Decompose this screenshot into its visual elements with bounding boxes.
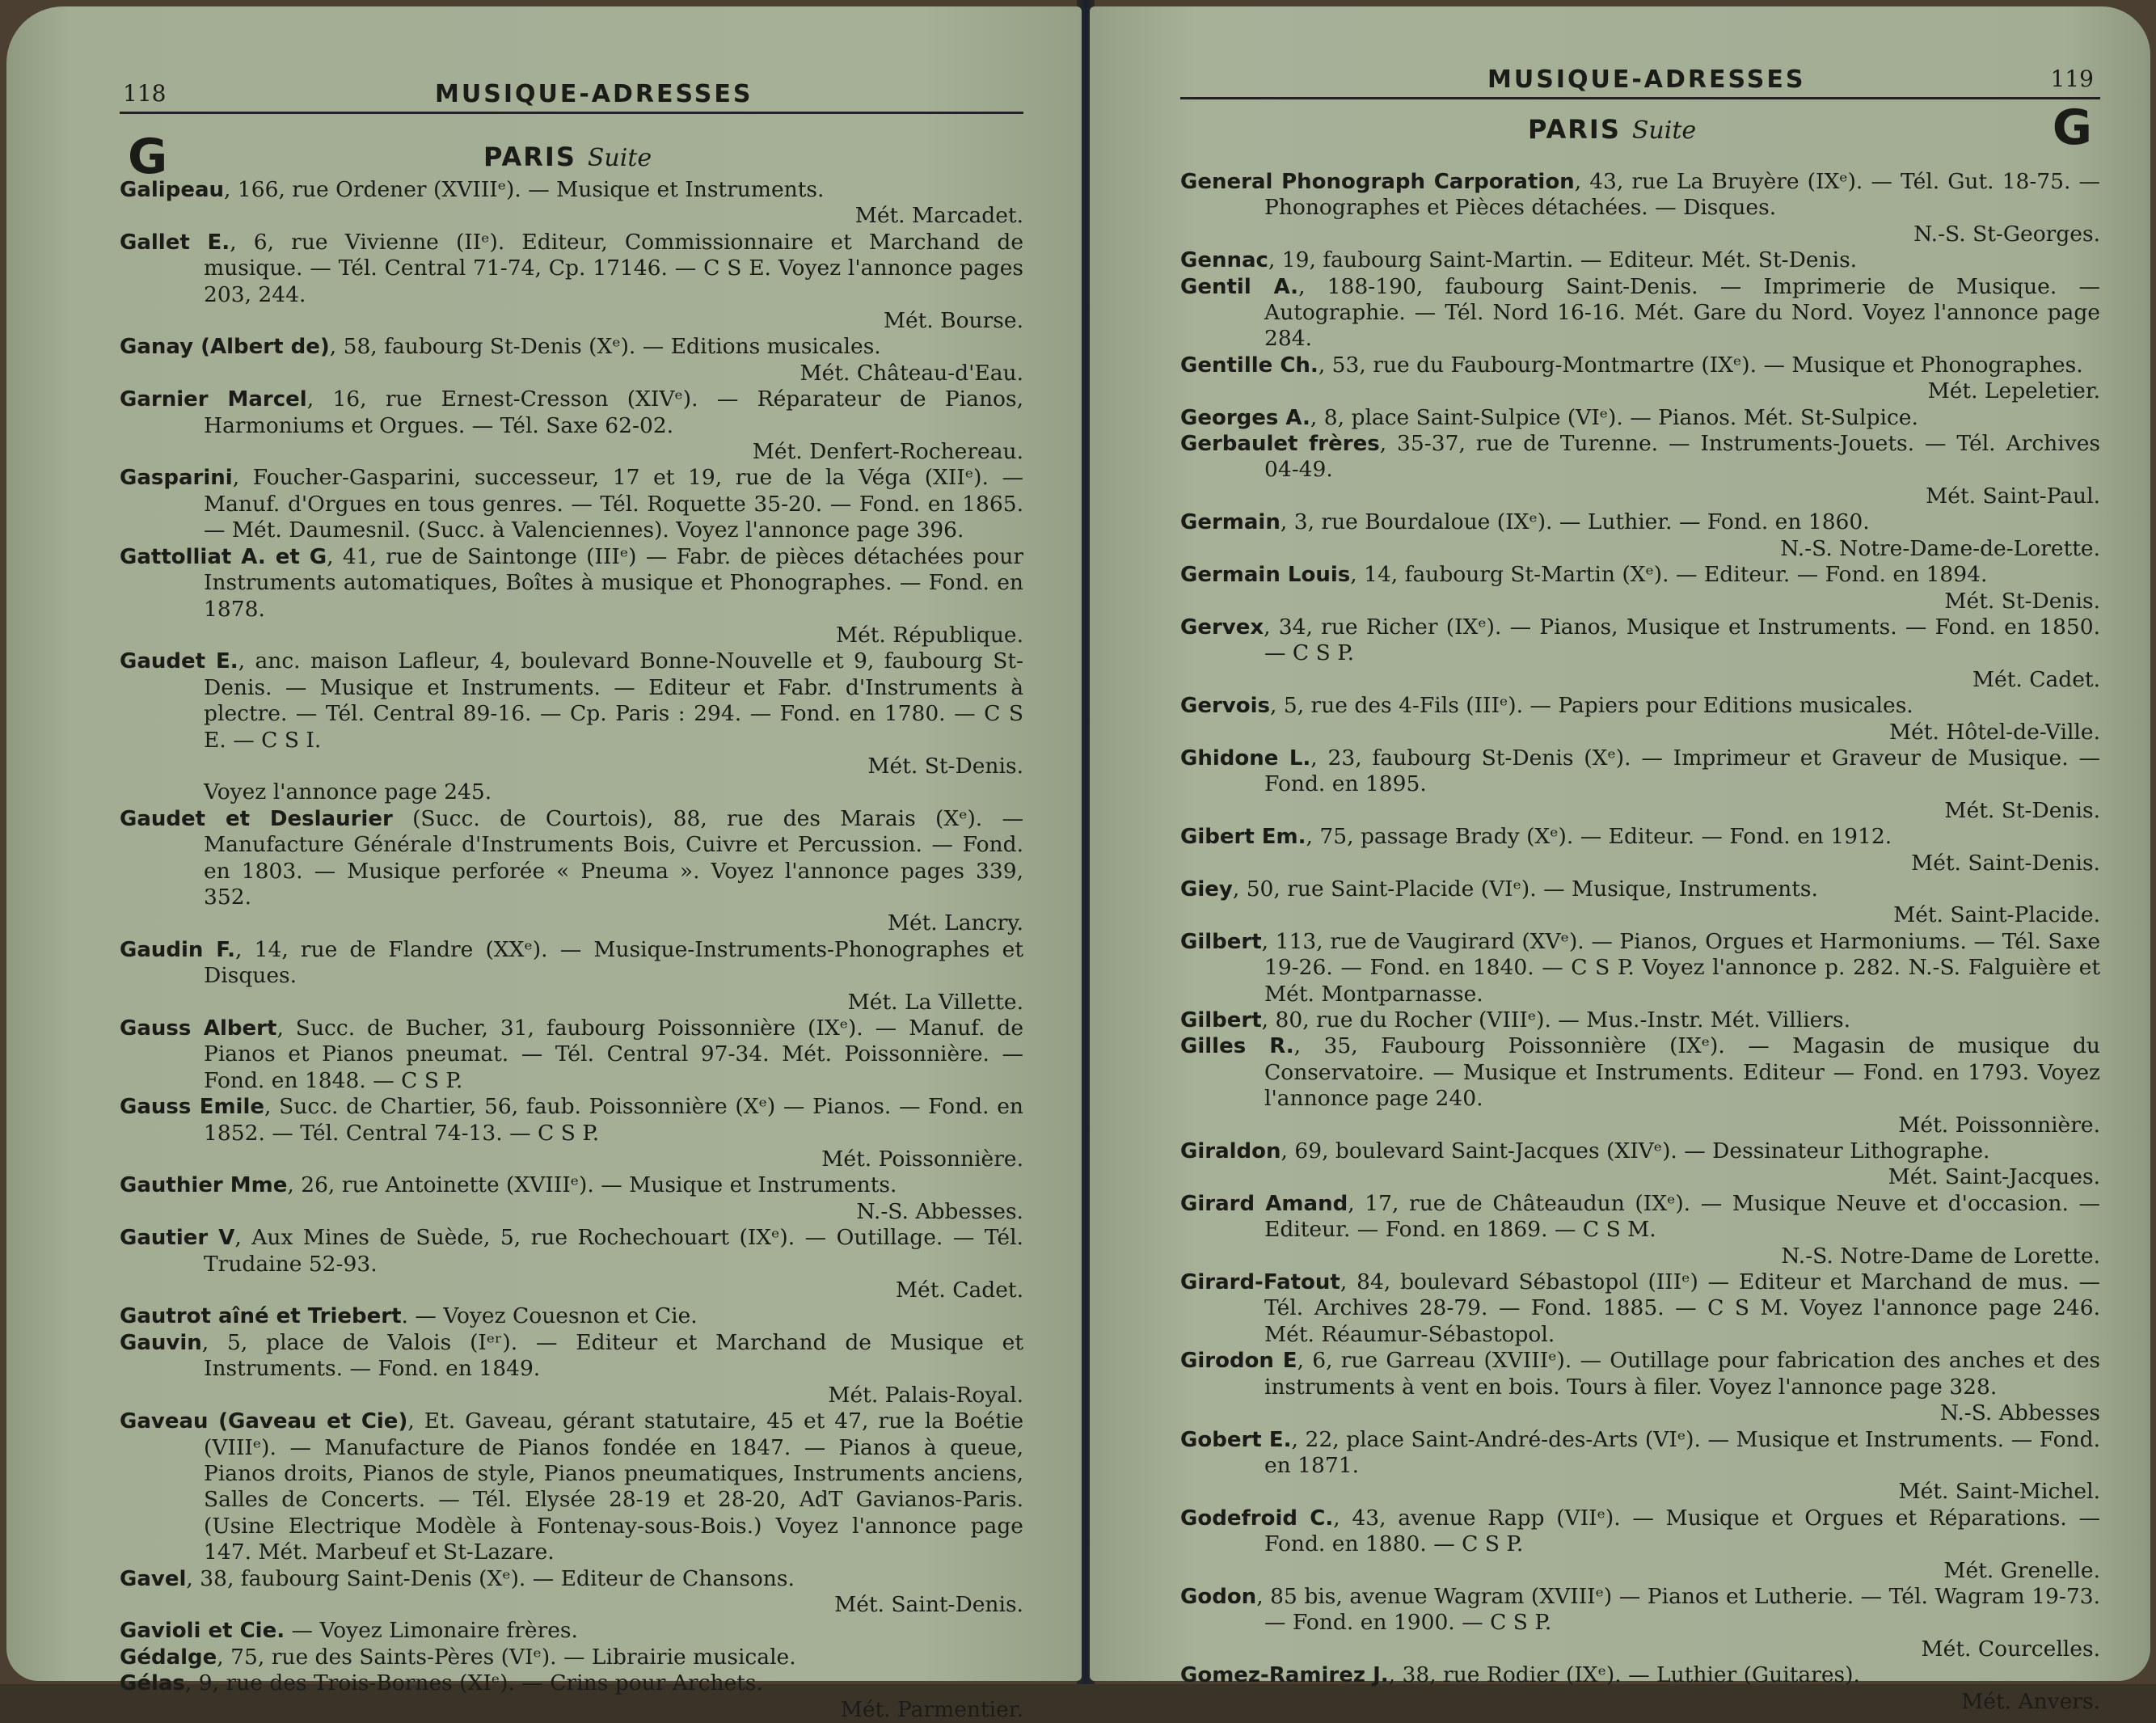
entry-metro: Mét. Cadet. [895,1277,1023,1303]
right-city-heading [1528,114,1696,145]
entry-name: Girodon E [1180,1349,1297,1374]
entry-metro: Mét. Palais-Royal. [828,1382,1023,1408]
entry-text: , 113, rue de Vaugirard (XVᵉ). — Pianos, Orgues et Harmoniums. — Tél. Saxe 19-26. — Fond. en 1840. — C S P. Voyez l'annonce p. 282. N.-S. Falguière et Mét. Montparnasse. [1261,928,2100,1007]
entry-metro: Mét. Lepeletier. [1927,378,2100,404]
directory-entry [1180,693,2100,745]
directory-entry [120,465,1023,543]
entry-name: Gauss Albert [120,1016,277,1041]
entry-text: , Aux Mines de Suède, 5, rue Rochechouart (IXᵉ). — Outillage. — Tél. Trudaine 52-93. [204,1225,1023,1277]
left-section-letter: G [128,129,168,185]
directory-entry [120,1618,1023,1644]
entry-name: Gaudet E. [120,649,238,674]
entry-metro: Mét. Denfert-Rochereau. [752,439,1023,465]
entry-text: , 26, rue Antoinette (XVIIIᵉ). — Musique et Instruments. [287,1172,897,1198]
right-page-number: 119 [2050,65,2094,92]
entry-text: , 6, rue Garreau (XVIIIᵉ). — Outillage pour fabrication des anches et des instruments à vent en bois. Tours à filer. Voyez l'annonce page 328. [1264,1348,2101,1400]
entry-metro: N.-S. Notre-Dame-de-Lorette. [1780,535,2100,561]
right-running-title: MUSIQUE-ADRESSES [1487,65,1806,94]
entry-name: Gomez-Ramirez J. [1180,1663,1389,1688]
entry-metro: Mét. Saint-Paul. [1926,483,2100,509]
directory-entry [1180,1191,2100,1269]
right-section-letter: G [2052,99,2092,156]
entry-metro: Mét. Saint-Michel. [1898,1479,2100,1505]
entry-metro: Mét. La Villette. [847,989,1023,1015]
entry-metro: Mét. Saint-Placide. [1893,902,2100,928]
directory-entry [120,1303,1023,1329]
left-page [6,6,1082,1722]
entry-text: , 41, rue de Saintonge (IIIᵉ) — Fabr. de pièces détachées pour Instruments automatiques, Boîtes à musique et Phonographes. — Fond. en 1878. [204,543,1023,622]
entry-name: Godefroid C. [1180,1506,1334,1531]
entry-name: Gentil A. [1180,274,1299,299]
directory-entry [1180,929,2100,1007]
entry-metro: N.-S. Notre-Dame de Lorette. [1781,1243,2100,1269]
entry-metro: Mét. Marcadet. [854,203,1023,229]
directory-entry [1180,1584,2100,1662]
entry-name: Gavioli et Cie. [120,1619,285,1644]
directory-entry [120,1172,1023,1225]
directory-entry [1180,562,2100,614]
left-running-title: MUSIQUE-ADRESSES [435,80,753,108]
entry-text: , 9, rue des Trois-Bornes (XIᵉ). — Crins pour Archets. [184,1670,763,1696]
entry-name: Gobert E. [1180,1427,1292,1452]
entry-text: , Succ. de Chartier, 56, faub. Poissonnière (Xᵉ) — Pianos. — Fond. en 1852. — Tél. Central 74-13. — C S P. [204,1094,1023,1146]
entry-text: , 58, faubourg St-Denis (Xᵉ). — Editions musicales. [329,334,881,360]
entry-text: , anc. maison Lafleur, 4, boulevard Bonne-Nouvelle et 9, faubourg St-Denis. — Musique et Instruments. — Editeur et Fabr. d'Instruments à plectre. — Tél. Central 89-16. — Cp. Paris : 294. — Fond. en 1780. — C S E. — C S I. [204,648,1023,753]
directory-entry [1180,1506,2100,1584]
entry-text: , 14, rue de Flandre (XXᵉ). — Musique-Instruments-Phonographes et Disques. [204,936,1023,989]
directory-entry [1180,1662,2100,1715]
entry-name: Giraldon [1180,1139,1281,1164]
directory-entry [120,648,1023,805]
directory-entry [1180,353,2100,405]
entry-name: Gallet E. [120,230,230,255]
entry-metro: Mét. Poissonnière. [821,1147,1023,1172]
entry-metro: Mét. St-Denis. [1944,588,2100,614]
directory-entry [120,806,1023,937]
directory-entry [1180,1033,2100,1138]
entry-text: — Voyez Limonaire frères. [285,1618,578,1644]
directory-entry [120,177,1023,230]
entry-name: Gibert Em. [1180,825,1306,850]
entry-text: , 85 bis, avenue Wagram (XVIIIᵉ) — Pianos et Lutherie. — Tél. Wagram 19-73. — Fond. en 1900. — C S P. [1256,1583,2100,1636]
entry-name: Gauss Emile [120,1095,264,1120]
entry-name: Gattolliat A. et G [120,544,327,569]
left-section-heading [120,114,1023,185]
entry-text: , 166, rue Ordener (XVIIIᵉ). — Musique et Instruments. [224,177,825,202]
entry-metro: Mét. Saint-Denis. [834,1591,1023,1617]
entry-name: Germain [1180,510,1281,535]
directory-entry [120,937,1023,1016]
directory-entry [1180,1427,2100,1506]
directory-entry [120,1330,1023,1408]
directory-entry [120,386,1023,465]
entry-text: , 53, rue du Faubourg-Montmartre (IXᵉ). — Musique et Phonographes. [1318,352,2083,378]
entry-metro: N.-S. Abbesses. [856,1198,1023,1224]
entry-metro: Mét. République. [835,622,1023,648]
entry-name: Girard Amand [1180,1191,1348,1216]
entry-metro: Mét. Lancry. [887,910,1023,936]
entry-metro: Mét. Grenelle. [1943,1557,2100,1583]
directory-entry [1180,247,2100,273]
entry-text: , Succ. de Bucher, 31, faubourg Poissonnière (IXᵉ). — Manuf. de Pianos et Pianos pneumat. — Tél. Central 97-34. Mét. Poissonnière. — Fond. en 1848. — C S P. [204,1016,1023,1093]
entry-name: Gervois [1180,694,1270,719]
entry-name: Gavel [120,1566,187,1591]
directory-entry [1180,169,2100,247]
entry-name: Ganay (Albert de) [120,335,330,360]
directory-entry [120,334,1023,386]
right-entries-list [1180,169,2100,1715]
left-city-suffix: Suite [587,144,652,172]
entry-text: , 43, avenue Rapp (VIIᵉ). — Musique et Orgues et Réparations. — Fond. en 1880. — C S P. [1264,1505,2100,1557]
entry-name: Gasparini [120,466,233,491]
entry-text: , Et. Gaveau, gérant statutaire, 45 et 47, rue la Boétie (VIIIᵉ). — Manufacture de Pianos fondée en 1847. — Pianos à queue, Pianos droits, Pianos de style, Pianos pneumatiques, Instruments anciens, Salles de Concerts. — Tél. Elysée 28-19 et 28-20, AdT Gavianos-Paris. (Usine Electrique Modèle à Fontenay-sous-Bois.) Voyez l'annonce page 147. Mét. Marbeuf et St-Lazare. [204,1408,1024,1565]
entry-metro: N.-S. St-Georges. [1913,221,2100,247]
entry-name: Gerbaulet frères [1180,432,1380,457]
entry-text: , 16, rue Ernest-Cresson (XIVᵉ). — Réparateur de Pianos, Harmoniums et Orgues. — Tél. Saxe 62-02. [204,386,1023,438]
entry-text: , Foucher-Gasparini, successeur, 17 et 19, rue de la Véga (XIIᵉ). — Manuf. d'Orgues en tous genres. — Tél. Roquette 35-20. — Fond. en 1865. — Mét. Daumesnil. (Succ. à Valenciennes). Voyez l'annonce page 396. [204,465,1023,543]
entry-text: , 75, rue des Saints-Pères (VIᵉ). — Librairie musicale. [217,1644,796,1670]
entry-name: Gaudet et Deslaurier [120,806,393,831]
directory-entry [1180,431,2100,509]
entry-name: Godon [1180,1584,1257,1609]
right-page [1090,6,2150,1714]
entry-text: , 23, faubourg St-Denis (Xᵉ). — Imprimeur et Graveur de Musique. — Fond. en 1895. [1264,745,2100,797]
entry-name: Georges A. [1180,405,1310,430]
entry-metro: Mét. Saint-Denis. [1911,850,2100,876]
entry-name: Gilbert [1180,929,1262,954]
entry-name: Gilles R. [1180,1034,1294,1059]
entry-name: Germain Louis [1180,563,1351,588]
directory-entry [1180,274,2100,353]
entry-name: Garnier Marcel [120,387,307,412]
entry-text: , 22, place Saint-André-des-Arts (VIᵉ). — Musique et Instruments. — Fond. en 1871. [1264,1426,2100,1478]
directory-entry [120,1094,1023,1172]
directory-entry [1180,745,2100,824]
directory-entry [1180,876,2100,929]
entry-text: , 14, faubourg St-Martin (Xᵉ). — Editeur. — Fond. en 1894. [1350,562,1988,588]
entry-text: , 38, rue Rodier (IXᵉ). — Luthier (Guitares). [1388,1662,1860,1688]
directory-entry [120,544,1023,649]
entry-text: , 17, rue de Châteaudun (IXᵉ). — Musique Neuve et d'occasion. — Editeur. — Fond. en 1869. — C S M. [1264,1190,2100,1243]
entry-text: , 69, boulevard Saint-Jacques (XIVᵉ). — Dessinateur Lithographe. [1281,1138,1990,1164]
entry-name: Gautrot aîné et Triebert [120,1304,402,1329]
right-city-name: PARIS [1528,114,1621,145]
directory-entry [120,1645,1023,1670]
entry-text: , 5, rue des 4-Fils (IIIᵉ). — Papiers pour Editions musicales. [1270,693,1913,719]
entry-text: , 3, rue Bourdaloue (IXᵉ). — Luthier. — Fond. en 1860. [1280,509,1870,535]
entry-name: Giey [1180,876,1233,902]
entry-metro: Mét. Poissonnière. [1898,1112,2100,1138]
entry-metro: Mét. Saint-Jacques. [1888,1164,2100,1190]
entry-text: , 35-37, rue de Turenne. — Instruments-Jouets. — Tél. Archives 04-49. [1264,431,2100,483]
entry-name: Gennac [1180,248,1268,273]
entry-name: Gervex [1180,614,1264,640]
entry-name: Gaudin F. [120,937,236,962]
directory-entry [1180,509,2100,562]
entry-name: Gélas [120,1671,185,1696]
entry-name: General Phonograph Carporation [1180,170,1575,194]
entry-metro: Mét. Anvers. [1961,1688,2100,1714]
entry-name: Ghidone L. [1180,745,1311,771]
entry-text: , 188-190, faubourg Saint-Denis. — Imprimerie de Musique. — Autographie. — Tél. Nord 16-16. Mét. Gare du Nord. Voyez l'annonce page 284. [1264,273,2100,352]
entry-name: Gentille Ch. [1180,353,1318,378]
entry-text: , 38, faubourg Saint-Denis (Xᵉ). — Editeur de Chansons. [186,1565,795,1591]
right-page-header [1180,55,2100,99]
entry-text: , 75, passage Brady (Xᵉ). — Editeur. — Fond. en 1912. [1306,824,1892,850]
directory-entry [120,1566,1023,1619]
entry-metro: N.-S. Abbesses [1939,1400,2100,1426]
entry-text: , 43, rue La Bruyère (IXᵉ). — Tél. Gut. 18-75. — Phonographes et Pièces détachées. — Disques. [1264,169,2101,221]
entry-metro: Mét. St-Denis. [1944,797,2100,823]
entry-text: , 8, place Saint-Sulpice (VIᵉ). — Pianos. Mét. St-Sulpice. [1310,404,1918,430]
entry-text: , 19, faubourg Saint-Martin. — Editeur. Mét. St-Denis. [1268,247,1858,273]
entry-metro: Mét. Cadet. [1972,666,2100,692]
entry-text: , 80, rue du Rocher (VIIIᵉ). — Mus.-Instr. Mét. Villiers. [1261,1007,1851,1033]
entry-text: , 6, rue Vivienne (IIᵉ). Editeur, Commissionnaire et Marchand de musique. — Tél. Central 71-74, Cp. 17146. — C S E. Voyez l'annonce pages 203, 244. [204,229,1023,307]
directory-entry [1180,1007,2100,1033]
directory-entry [120,1016,1023,1094]
directory-entry [1180,405,2100,431]
entry-note: Voyez l'annonce page 245. [204,779,492,805]
directory-entry [1180,824,2100,876]
entry-metro: Mét. St-Denis. [867,753,1023,779]
entry-text: , 35, Faubourg Poissonnière (IXᵉ). — Magasin de musique du Conservatoire. — Musique et Instruments. Editeur — Fond. en 1793. Voyez l'annonce page 240. [1264,1033,2100,1112]
entry-metro: Mét. Château-d'Eau. [800,360,1023,386]
entry-name: Gédalge [120,1645,217,1670]
entry-name: Galipeau [120,178,225,202]
entry-text: . — Voyez Couesnon et Cie. [401,1303,698,1329]
entry-name: Gauvin [120,1330,202,1355]
entry-text: , 84, boulevard Sébastopol (IIIᵉ) — Editeur et Marchand de mus. — Tél. Archives 28-79. — Fond. 1885. — C S M. Voyez l'annonce page 246. Mét. Réaumur-Sébastopol. [1264,1269,2100,1347]
entry-metro: Mét. Bourse. [883,308,1023,334]
entry-name: Girard-Fatout [1180,1270,1340,1295]
directory-entry [1180,1348,2100,1426]
entry-text: , 5, place de Valois (Iᵉʳ). — Editeur et Marchand de Musique et Instruments. — Fond. en 1849. [201,1329,1023,1382]
entry-text: , 34, rue Richer (IXᵉ). — Pianos, Musique et Instruments. — Fond. en 1850. — C S P. [1264,614,2100,666]
directory-entry [120,1670,1023,1723]
left-page-number: 118 [123,80,167,107]
directory-entry [120,230,1023,335]
entry-text: (Succ. de Courtois), 88, rue des Marais (Xᵉ). — Manufacture Générale d'Instruments Bois, Cuivre et Percussion. — Fond. en 1803. — Musique perforée « Pneuma ». Voyez l'annonce pages 339, 352. [204,805,1023,910]
right-section-heading [1180,99,2100,163]
entry-name: Gautier V [120,1226,235,1251]
directory-entry [1180,1269,2100,1348]
left-city-name: PARIS [483,141,576,172]
entry-name: Gaveau (Gaveau et Cie) [120,1409,408,1434]
entry-metro: Mét. Hôtel-de-Ville. [1888,719,2100,745]
right-city-suffix: Suite [1631,116,1697,145]
left-city-heading [483,141,652,172]
entry-metro: Mét. Courcelles. [1921,1636,2100,1662]
entry-text: , 50, rue Saint-Placide (VIᵉ). — Musique, Instruments. [1232,876,1818,902]
directory-entry [120,1408,1023,1565]
entry-name: Gauthier Mme [120,1173,288,1198]
directory-entry [1180,614,2100,693]
entry-name: Gilbert [1180,1008,1262,1033]
left-page-header [120,70,1023,114]
directory-entry [1180,1138,2100,1191]
left-entries-list [120,177,1023,1723]
directory-entry [120,1225,1023,1303]
entry-metro: Mét. Parmentier. [840,1696,1023,1722]
